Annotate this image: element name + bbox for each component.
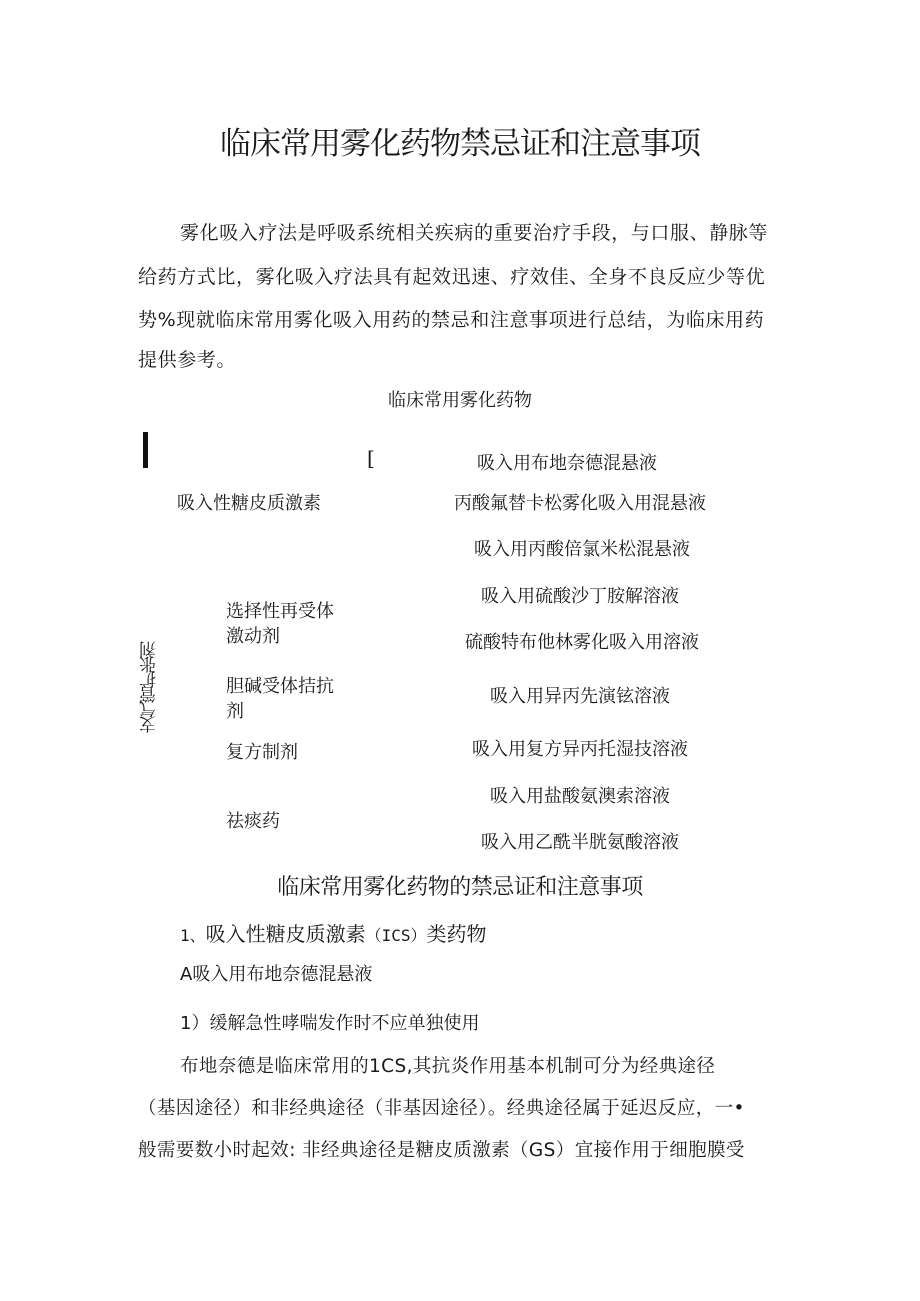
drug-heading: A吸入用布地奈德混悬液 — [180, 964, 373, 985]
intro-line-4: 提供参考。 — [138, 349, 237, 371]
table-bracket: [ — [367, 446, 375, 470]
drug-row: 吸入用丙酸倍氯米松混悬液 — [474, 539, 690, 560]
subcategory-anticholinergic-line2: 剂 — [226, 701, 244, 722]
subsection-heading-tail: 类药物 — [426, 922, 487, 946]
subcategory-saba-line1: 选择性再受体 — [226, 601, 334, 622]
table-border-fragment — [143, 432, 148, 468]
subcategory-anticholinergic-line1: 胆碱受体拮抗 — [226, 676, 334, 697]
drug-row: 吸入用乙酰半胱氨酸溶液 — [481, 832, 679, 853]
subcategory-combination: 复方制剂 — [226, 742, 298, 763]
table-caption: 临床常用雾化药物 — [388, 390, 532, 411]
category-ics: 吸入性糖皮质激素 — [177, 493, 321, 514]
body-line-3: 般需要数小时起效: 非经典途径是糖皮质激素（GS）宜接作用于细胞膜受 — [138, 1140, 745, 1161]
drug-row: 吸入用布地奈德混悬液 — [477, 453, 657, 474]
drug-row: 吸入用异丙先演铉溶液 — [490, 686, 670, 707]
body-line-1: 布地奈德是临床常用的1CS,其抗炎作用基本机制可分为经典途径 — [180, 1056, 716, 1077]
subcategory-saba-line2: 激动剂 — [226, 626, 280, 647]
category-bronchodilator: 支气管扩张剂 — [140, 643, 160, 733]
drug-row: 吸入用硫酸沙丁胺解溶液 — [481, 586, 679, 607]
subsection-heading — [180, 918, 487, 947]
drug-row: 吸入用盐酸氨澳索溶液 — [490, 786, 670, 807]
list-item: 1）缓解急性哮喘发作时不应单独使用 — [180, 1013, 480, 1034]
section-title: 临床常用雾化药物的禁忌证和注意事项 — [277, 875, 643, 900]
page-title: 临床常用雾化药物禁忌证和注意事项 — [220, 126, 700, 162]
intro-line-3: 势%现就临床常用雾化吸入用药的禁忌和注意事项进行总结，为临床用药 — [138, 309, 765, 331]
drug-row: 硫酸特布他林雾化吸入用溶液 — [465, 632, 699, 653]
intro-line-2: 给药方式比，雾化吸入疗法具有起效迅速、疗效佳、全身不良反应少等优 — [138, 266, 766, 288]
subsection-heading-abbrev: （ICS） — [365, 926, 427, 945]
subsection-heading-main: 吸入性糖皮质激素 — [205, 922, 366, 946]
subcategory-expectorant: 祛痰药 — [226, 811, 280, 832]
subsection-number: 1、 — [180, 926, 206, 945]
body-line-2: （基因途径）和非经典途径（非基因途径）。经典途径属于延迟反应，一• — [138, 1098, 745, 1119]
drug-row: 丙酸氟替卡松雾化吸入用混悬液 — [454, 493, 706, 514]
drug-row: 吸入用复方异丙托湿技溶液 — [472, 739, 688, 760]
intro-line-1: 雾化吸入疗法是呼吸系统相关疾病的重要治疗手段，与口服、静脉等 — [180, 222, 769, 244]
